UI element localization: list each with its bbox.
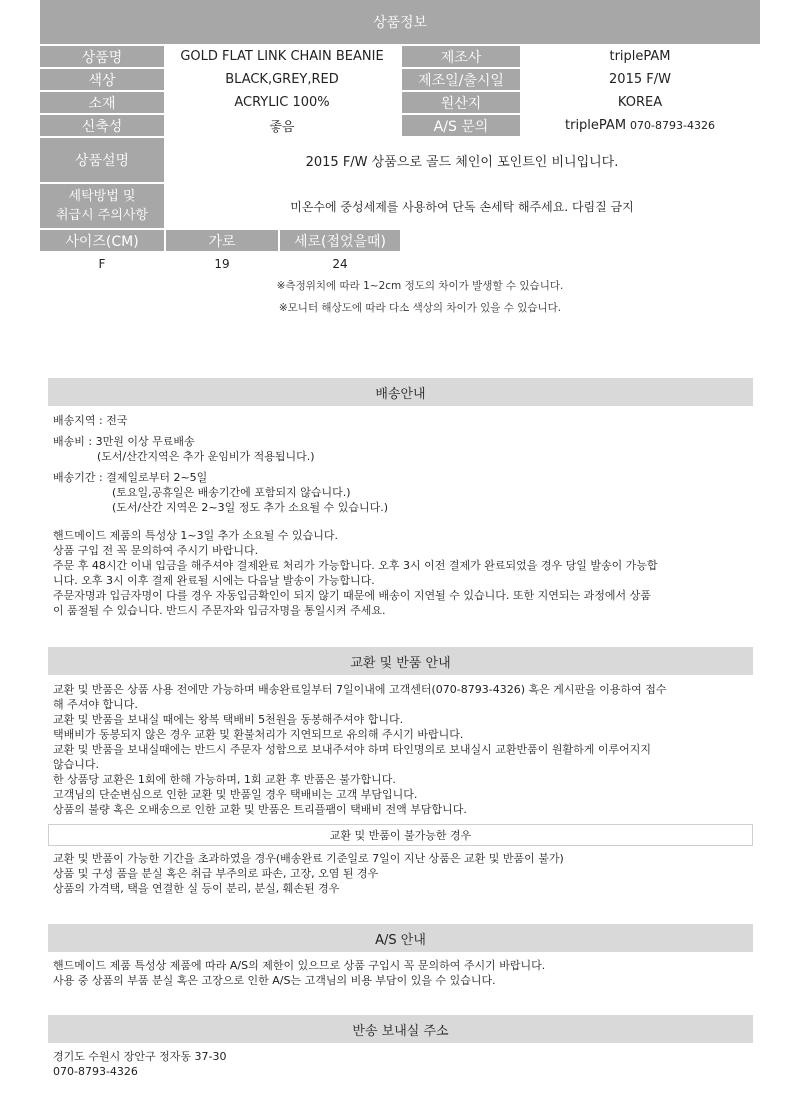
label-as-contact: A/S 문의	[402, 115, 520, 136]
shipping-area: 배송지역 : 전국	[53, 414, 128, 427]
label-washing-line1: 세탁방법 및	[68, 189, 136, 204]
exchange-line: 고객님의 단순변심으로 인한 교환 및 반품일 경우 택배비는 고객 부담입니다.	[53, 788, 418, 801]
shipping-period-note-1: (토요일,공휴일은 배송기간에 포함되지 않습니다.)	[112, 486, 351, 499]
as-section-title: A/S 안내	[48, 924, 753, 952]
as-line: 핸드메이드 제품 특성상 제품에 따라 A/S의 제한이 있으므로 상품 구입시 꼭 문의하여 주시기 바랍니다.	[53, 959, 546, 972]
product-info-title: 상품정보	[40, 0, 760, 44]
value-description: 2015 F/W 상품으로 골드 체인이 포인트인 비니입니다.	[305, 154, 619, 170]
label-origin: 원산지	[402, 92, 520, 113]
return-address: 경기도 수원시 장안구 정자동 37-30	[53, 1050, 227, 1063]
exchange-policy	[53, 682, 753, 817]
size-header-size: 사이즈(CM)	[40, 230, 164, 251]
exchange-unavailable-line: 상품 및 구성 품을 분실 혹은 취급 부주의로 파손, 고장, 오염 된 경우	[53, 867, 379, 880]
color-note: ※모니터 해상도에 따라 다소 색상의 차이가 있을 수 있습니다.	[278, 302, 562, 314]
label-washing	[40, 184, 164, 228]
exchange-section-title: 교환 및 반품 안내	[48, 647, 753, 675]
value-manufacturer: triplePAM	[609, 49, 671, 64]
as-line: 사용 중 상품의 부품 분실 혹은 고장으로 인한 A/S는 고객님의 비용 부담이 있을 수 있습니다.	[53, 974, 496, 987]
value-color: BLACK,GREY,RED	[225, 72, 339, 87]
exchange-line: 않습니다.	[53, 758, 100, 771]
shipping-fee-note: (도서/산간지역은 추가 운임비가 적용됩니다.)	[97, 450, 315, 463]
size-value-size: F	[98, 256, 106, 271]
exchange-line: 한 상품당 교환은 1회에 한해 가능하며, 1회 교환 후 반품은 불가합니다.	[53, 773, 396, 786]
label-color: 색상	[40, 69, 164, 90]
shipping-period-note-2: (도서/산간 지역은 2~3일 정도 추가 소요될 수 있습니다.)	[112, 501, 388, 514]
shipping-notice-line: 이 품절될 수 있습니다. 반드시 주문자와 입금자명을 통일시켜 주세요.	[53, 604, 386, 617]
value-origin: KOREA	[617, 95, 663, 110]
exchange-line: 교환 및 반품은 상품 사용 전에만 가능하며 배송완료일부터 7일이내에 고객센터(070-8793-4326) 혹은 게시판을 이용하여 접수	[53, 683, 667, 696]
label-description: 상품설명	[40, 138, 164, 182]
exchange-unavailable-line: 상품의 가격택, 택을 연결한 실 등이 분리, 분실, 훼손된 경우	[53, 882, 340, 895]
as-contact-company: triplePAM	[565, 118, 627, 133]
exchange-unavailable-line: 교환 및 반품이 가능한 기간을 초과하였을 경우(배송완료 기준일로 7일이 지난 상품은 교환 및 반품이 불가)	[53, 852, 564, 865]
label-washing-line2: 취급시 주의사항	[55, 208, 149, 223]
size-header-height: 세로(접었을때)	[280, 230, 400, 251]
value-material: ACRYLIC 100%	[234, 95, 330, 110]
return-phone: 070-8793-4326	[53, 1065, 138, 1078]
label-elasticity: 신축성	[40, 115, 164, 136]
value-washing: 미온수에 중성세제를 사용하여 단독 손세탁 해주세요. 다림질 금지	[290, 199, 634, 214]
as-info	[53, 958, 753, 988]
label-release-date: 제조일/출시일	[402, 69, 520, 90]
value-product-name: GOLD FLAT LINK CHAIN BEANIE	[180, 49, 384, 64]
exchange-line: 택배비가 동봉되지 않은 경우 교환 및 환불처리가 지연되므로 유의해 주시기 바랍니다.	[53, 728, 464, 741]
label-material: 소재	[40, 92, 164, 113]
label-manufacturer: 제조사	[402, 46, 520, 67]
shipping-section-title: 배송안내	[48, 378, 753, 406]
shipping-notice-line: 상품 구입 전 꼭 문의하여 주시기 바랍니다.	[53, 544, 259, 557]
exchange-line: 상품의 불량 혹은 오배송으로 인한 교환 및 반품은 트리플팸이 택배비 전액 부담합니다.	[53, 803, 467, 816]
size-header-width: 가로	[166, 230, 278, 251]
return-address-block	[53, 1049, 753, 1079]
value-release-date: 2015 F/W	[609, 72, 671, 87]
exchange-line: 교환 및 반품을 보내실 때에는 왕복 택배비 5천원을 동봉해주셔야 합니다.	[53, 713, 404, 726]
shipping-notice-line: 주문 후 48시간 이내 입금을 해주셔야 결제완료 처리가 가능합니다. 오후 3시 이전 결제가 완료되었을 경우 당일 발송이 가능합	[53, 559, 658, 572]
exchange-line: 해 주셔야 합니다.	[53, 698, 138, 711]
shipping-notice	[53, 528, 753, 618]
value-elasticity: 좋음	[269, 120, 295, 135]
exchange-line: 교환 및 반품을 보내실때에는 반드시 주문자 성함으로 보내주셔야 하며 타인명의로 보내실시 교환반품이 원활하게 이루어지지	[53, 743, 652, 756]
shipping-fee: 배송비 : 3만원 이상 무료배송	[53, 435, 195, 448]
shipping-notice-line: 핸드메이드 제품의 특성상 1~3일 추가 소요될 수 있습니다.	[53, 529, 338, 542]
exchange-unavailable-title: 교환 및 반품이 불가능한 경우	[48, 824, 753, 846]
return-address-section-title: 반송 보내실 주소	[48, 1015, 753, 1043]
shipping-notice-line: 주문자명과 입금자명이 다를 경우 자동입금확인이 되지 않기 때문에 배송이 지연될 수 있습니다. 또한 지연되는 과정에서 상품	[53, 589, 651, 602]
size-value-height: 24	[332, 256, 348, 271]
label-product-name: 상품명	[40, 46, 164, 67]
shipping-period: 배송기간 : 결제일로부터 2~5일	[53, 471, 208, 484]
measure-note: ※측정위치에 따라 1~2cm 정도의 차이가 발생할 수 있습니다.	[276, 280, 564, 292]
value-as-contact	[520, 115, 760, 136]
shipping-notice-line: 니다. 오후 3시 이후 결제 완료될 시에는 다음날 발송이 가능합니다.	[53, 574, 375, 587]
exchange-unavailable-list	[53, 851, 753, 896]
as-contact-phone: 070-8793-4326	[630, 119, 715, 132]
size-value-width: 19	[214, 256, 230, 271]
